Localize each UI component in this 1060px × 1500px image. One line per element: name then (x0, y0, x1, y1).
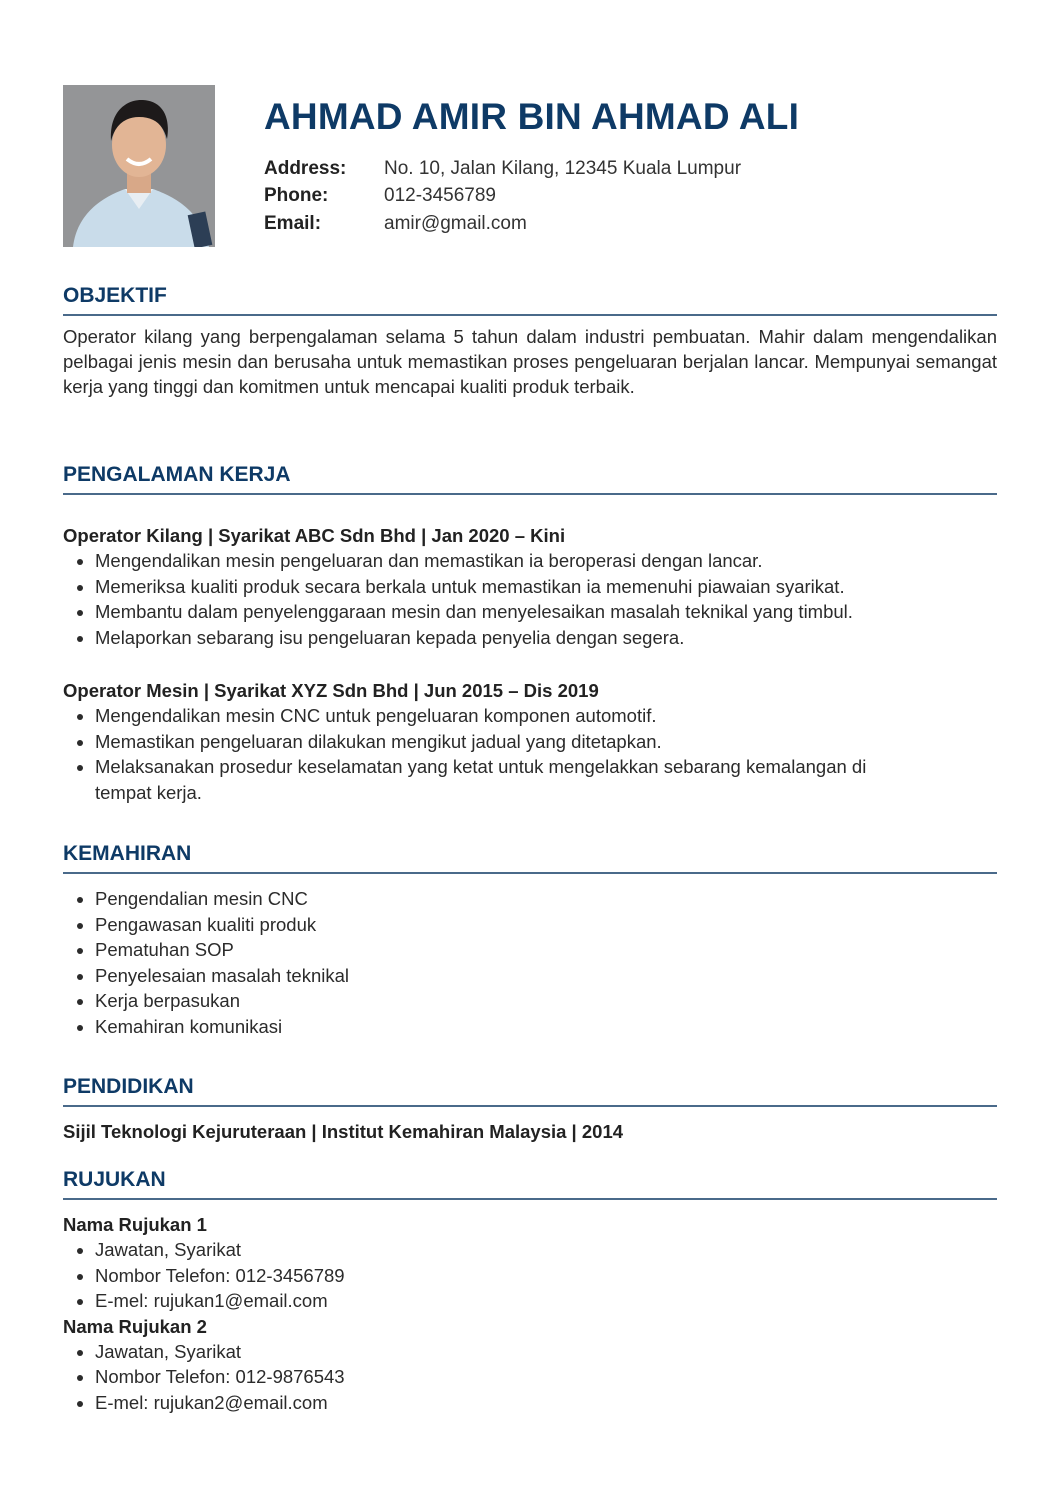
list-item: • Memastikan pengeluaran dilakukan mengikut jadual yang ditetapkan. (95, 729, 997, 755)
reference-details (63, 1339, 997, 1416)
section-title: PENDIDIKAN (63, 1075, 997, 1107)
profile-photo (63, 85, 215, 247)
list-item: • Melaksanakan prosedur keselamatan yang ketat untuk mengelakkan sebarang kemalangan di tempat kerja. (95, 754, 997, 805)
list-item: • Nombor Telefon: 012-3456789 (95, 1263, 997, 1289)
list-item: • Pematuhan SOP (95, 937, 997, 963)
list-item: • Penyelesaian masalah teknikal (95, 963, 997, 989)
list-item: • Memeriksa kualiti produk secara berkala untuk memastikan ia memenuhi piawaian syarikat. (95, 574, 997, 600)
list-item: • Pengendalian mesin CNC (95, 886, 997, 912)
list-item: • Melaporkan sebarang isu pengeluaran kepada penyelia dengan segera. (95, 625, 997, 651)
list-item: • Jawatan, Syarikat (95, 1339, 997, 1365)
reference-name: Nama Rujukan 2 (63, 1315, 207, 1337)
list-item: • Pengawasan kualiti produk (95, 912, 997, 938)
contact-phone (264, 183, 741, 211)
reference-entry (63, 1314, 997, 1416)
education-entry: Sijil Teknologi Kejuruteraan | Institut Kemahiran Malaysia | 2014 (63, 1121, 624, 1142)
section-title: OBJEKTIF (63, 284, 997, 316)
list-item: • Kemahiran komunikasi (95, 1014, 997, 1040)
person-photo-icon (63, 85, 215, 247)
list-item: • Kerja berpasukan (95, 988, 997, 1014)
job-duties (63, 703, 997, 805)
job-entry (63, 523, 997, 650)
reference-name: Nama Rujukan 1 (63, 1214, 207, 1235)
contact-address (264, 155, 741, 183)
skills-list (63, 886, 997, 1039)
contact-label: Phone: (264, 185, 329, 207)
section-title: RUJUKAN (63, 1168, 997, 1200)
reference-details (63, 1237, 997, 1314)
objective-text: Operator kilang yang berpengalaman selama 5 tahun dalam industri pembuatan. Mahir dalam mengendalikan pelbagai jenis mesin dan berusaha untuk memastikan proses pengeluaran berjalan lancar. Mempunyai semangat kerja yang tinggi dan komitmen untuk mencapai kualiti produk terbaik. (63, 326, 997, 397)
contact-label: Email: (264, 212, 322, 234)
section-objektif (63, 284, 997, 399)
job-duties (63, 548, 997, 650)
job-entry (63, 678, 997, 805)
list-item: • Membantu dalam penyelenggaraan mesin dan menyelesaikan masalah teknikal yang timbul. (95, 599, 997, 625)
list-item: • Nombor Telefon: 012-9876543 (95, 1364, 997, 1390)
section-kemahiran (63, 842, 997, 1039)
section-title: KEMAHIRAN (63, 842, 997, 874)
list-item: • Mengendalikan mesin CNC untuk pengeluaran komponen automotif. (95, 703, 997, 729)
contact-value: amir@gmail.com (384, 212, 527, 234)
contact-value: 012-3456789 (384, 185, 496, 207)
contact-block (264, 155, 741, 238)
job-title: Operator Kilang | Syarikat ABC Sdn Bhd | Jan 2020 – Kini (63, 525, 566, 546)
job-title: Operator Mesin | Syarikat XYZ Sdn Bhd | Jun 2015 – Dis 2019 (63, 680, 599, 701)
section-pendidikan (63, 1075, 997, 1143)
section-title: PENGALAMAN KERJA (63, 463, 997, 495)
list-item: • Jawatan, Syarikat (95, 1237, 997, 1263)
reference-entry (63, 1212, 997, 1314)
contact-email (264, 210, 741, 238)
list-item: • E-mel: rujukan2@email.com (95, 1390, 997, 1416)
full-name: AHMAD AMIR BIN AHMAD ALI (264, 96, 800, 137)
section-pengalaman (63, 463, 997, 805)
contact-value: No. 10, Jalan Kilang, 12345 Kuala Lumpur (384, 157, 742, 179)
contact-label: Address: (264, 157, 347, 179)
list-item: • E-mel: rujukan1@email.com (95, 1288, 997, 1314)
section-rujukan (63, 1168, 997, 1415)
list-item: • Mengendalikan mesin pengeluaran dan memastikan ia beroperasi dengan lancar. (95, 548, 997, 574)
